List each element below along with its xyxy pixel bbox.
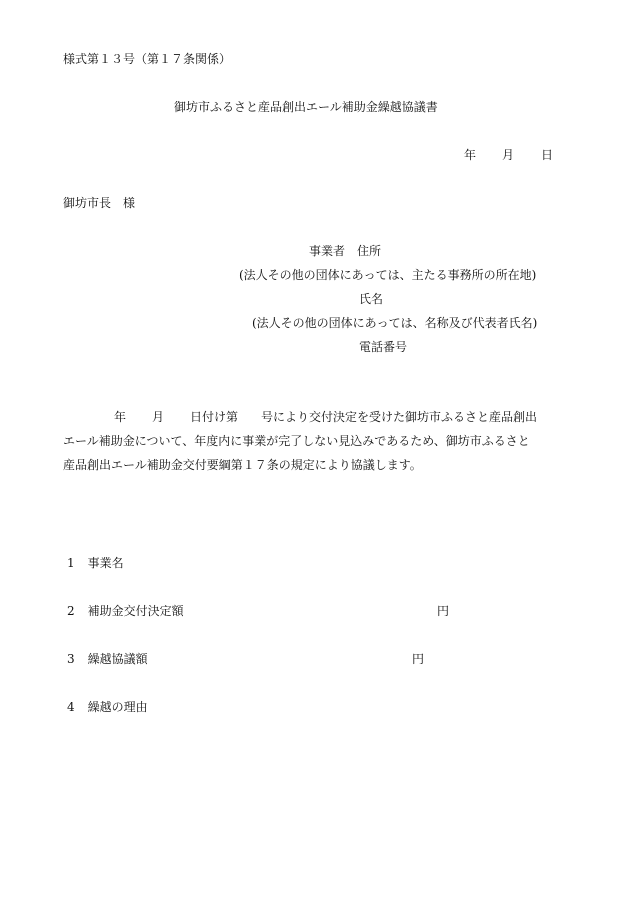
body-year: 年 bbox=[114, 410, 127, 424]
date-year: 年 bbox=[464, 148, 477, 162]
applicant-name-label: 氏名 bbox=[359, 292, 384, 306]
date-day: 日 bbox=[541, 148, 554, 162]
item-2 bbox=[67, 604, 184, 619]
item-1 bbox=[67, 556, 124, 571]
item-4 bbox=[67, 700, 148, 715]
date-month: 月 bbox=[502, 148, 515, 162]
item-number: 3 bbox=[67, 652, 75, 666]
applicant-address-header: 事業者 住所 bbox=[309, 244, 382, 258]
addressee: 御坊市長 様 bbox=[63, 196, 136, 210]
request-body bbox=[63, 405, 583, 477]
item-2-unit: 円 bbox=[437, 604, 450, 618]
item-label: 事業名 bbox=[87, 556, 124, 570]
item-3 bbox=[67, 652, 148, 667]
body-day-dated: 日付け第 bbox=[190, 410, 239, 424]
item-number: 1 bbox=[67, 556, 75, 570]
applicant-name-note: (法人その他の団体にあっては、名称及び代表者氏名) bbox=[252, 316, 538, 330]
body-line-3: 産品創出エール補助金交付要綱第１７条の規定により協議します。 bbox=[63, 458, 422, 472]
item-label: 繰越の理由 bbox=[87, 700, 148, 714]
body-line-2: エール補助金について、年度内に事業が完了しない見込みであるため、御坊市ふるさと bbox=[63, 434, 530, 448]
body-line-1 bbox=[63, 405, 583, 429]
item-number: 2 bbox=[67, 604, 75, 618]
item-label: 補助金交付決定額 bbox=[87, 604, 184, 618]
item-3-unit: 円 bbox=[412, 652, 425, 666]
applicant-address-note: (法人その他の団体にあっては、主たる事務所の所在地) bbox=[239, 268, 537, 282]
item-number: 4 bbox=[67, 700, 75, 714]
applicant-phone-label: 電話番号 bbox=[359, 340, 408, 354]
document-title: 御坊市ふるさと産品創出エール補助金繰越協議書 bbox=[174, 100, 438, 114]
item-label: 繰越協議額 bbox=[87, 652, 148, 666]
form-number-label: 様式第１３号（第１７条関係） bbox=[63, 52, 232, 66]
body-line-1-rest: 号により交付決定を受けた御坊市ふるさと産品創出 bbox=[261, 410, 538, 424]
body-month: 月 bbox=[152, 410, 165, 424]
